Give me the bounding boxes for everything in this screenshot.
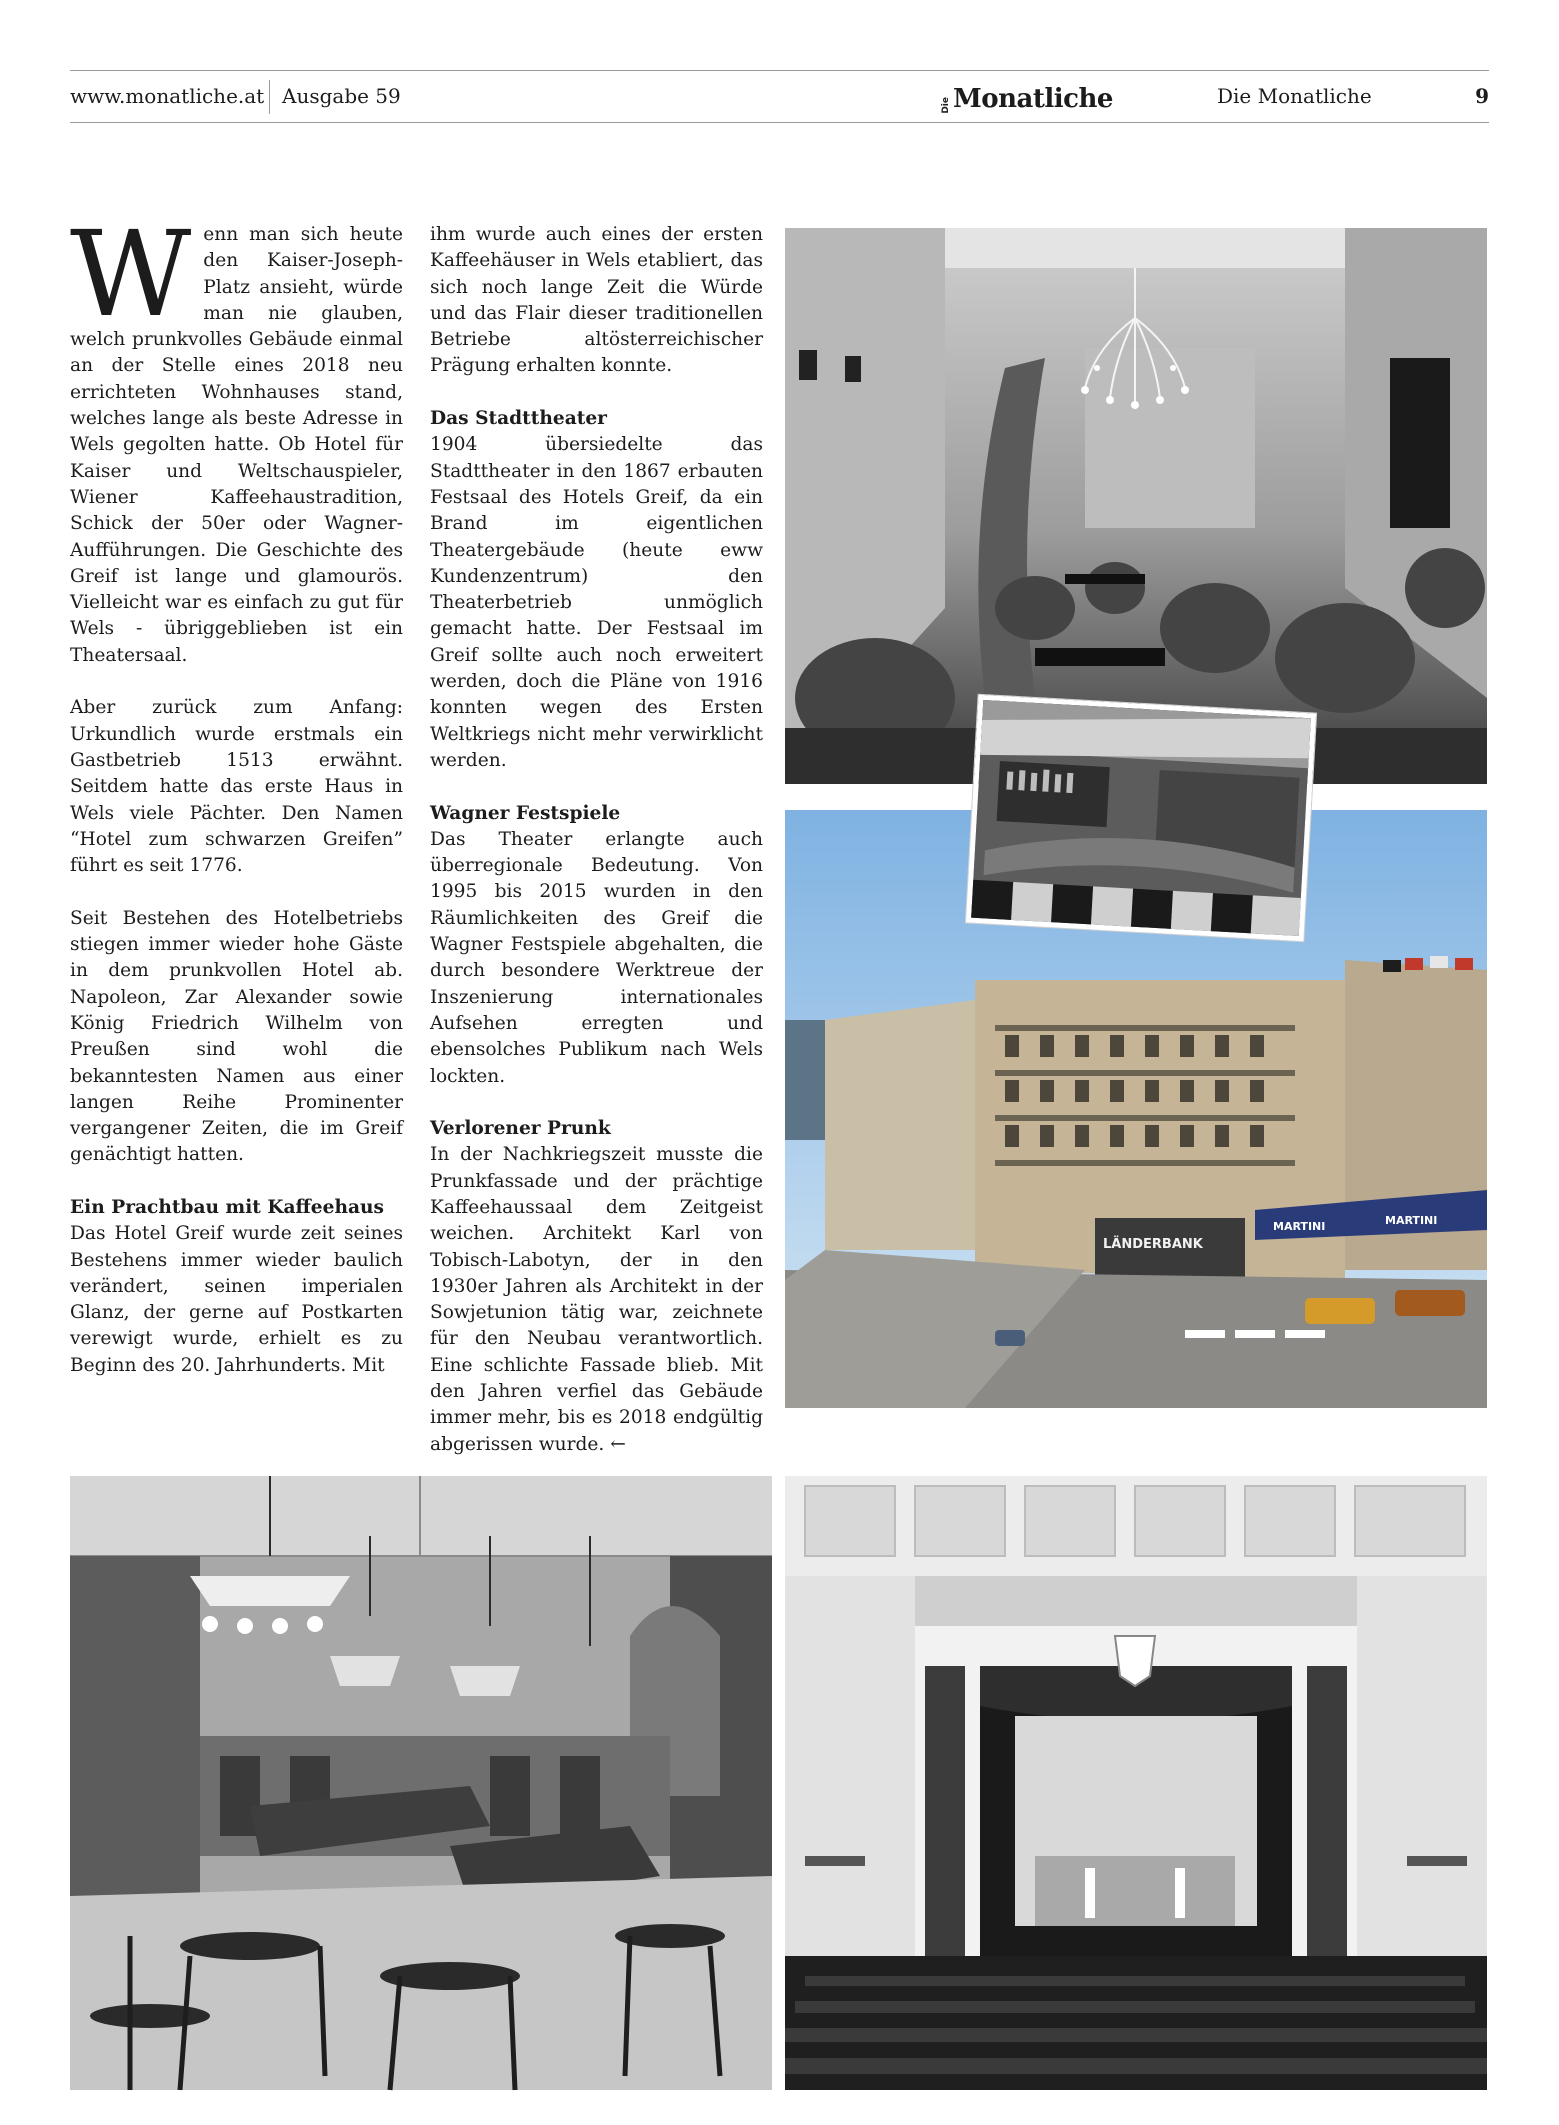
paragraph-origin: Aber zurück zum Anfang: Urkundlich wurde erstmals ein Gastbetrieb 1513 erwähnt. Seitdem hatte das erste Haus in Wels viele Pächter. Den Namen “Hotel zum schwarzen Greifen” führt es seit 1776.	[70, 697, 403, 877]
paragraph-guests: Seit Bestehen des Hotelbetriebs stiegen immer wieder hohe Gäste in dem prunkvollen Hotel ab. Napoleon, Zar Alexander sowie König Friedrich Wilhelm von Preußen sind wohl die bekanntesten Namen aus einer langen Reihe Prominenter vergangener Zeiten, die im Greif genächtigt hatten.	[70, 907, 403, 1166]
sign-martini-2: MARTINI	[1385, 1214, 1438, 1227]
paragraph-verlorener-prunk: In der Nachkriegszeit musste die Prunkfassade und der prächtige Kaffeehaussaal dem Zeitgeist weichen. Architekt Karl von Tobisch-Labotyn, der in den 1930er Jahren als Architekt in der Sowjetunion tätig war, zeichnete für den Neubau verantwortlich. Eine schlichte Fassade blieb. Mit den Jahren verfiel das Gebäude immer mehr, bis es 2018 endgültig abgerissen wurde. ←	[430, 1144, 763, 1455]
photo-billiard-cafe	[70, 1476, 772, 2090]
billiard-cafe-image	[70, 1476, 772, 2090]
paragraph-prachtbau: Das Hotel Greif wurde zeit seines Bestehens immer wieder baulich verändert, seinen imperialen Glanz, der gerne auf Postkarten verewigt wurde, erhielt es zu Beginn des 20. Jahrhunderts. Mit	[70, 1223, 403, 1376]
cafe-1950s-image	[785, 228, 1487, 784]
heading-verlorener-prunk: Verlorener Prunk	[430, 1118, 611, 1140]
heading-wagner-festspiele: Wagner Festspiele	[430, 802, 621, 824]
header-bottom-rule	[70, 122, 1489, 123]
publication-name: Die Monatliche	[1217, 84, 1372, 108]
logo-die: Die	[941, 97, 951, 114]
column-2-inner	[430, 222, 763, 1458]
sign-laenderbank: LÄNDERBANK	[1103, 1237, 1203, 1252]
heading-prachtbau: Ein Prachtbau mit Kaffeehaus	[70, 1196, 385, 1218]
logo-name: Monatliche	[953, 84, 1113, 114]
intro-paragraph	[70, 205, 403, 669]
page-number: 9	[1475, 84, 1489, 108]
heading-stadttheater: Das Stadttheater	[430, 408, 607, 430]
photo-cafe-1950s	[785, 228, 1487, 784]
paragraph-prachtbau-continued: ihm wurde auch eines der ersten Kaffeehäuser in Wels etabliert, das sich noch lange Zeit die Würde und das Flair dieser traditionellen Betriebe altösterreichischer Prägung erhalten konnte.	[430, 224, 763, 377]
drop-cap: W	[70, 205, 192, 343]
paragraph-stadttheater: 1904 übersiedelte das Stadttheater in den 1867 erbauten Festsaal des Hotels Greif, da ein Brand im eigentlichen Theatergebäude (heute eww Kundenzentrum) den Theaterbetrieb unmöglich gemacht hatte. Der Festsaal im Greif sollte auch noch erweitert werden, doch die Pläne von 1916 konnten wegen des Ersten Weltkriegs nicht mehr verwirklicht werden.	[430, 434, 763, 771]
masthead-logo	[942, 80, 1113, 114]
intro-text: enn man sich heute den Kaiser-Joseph-Platz ansieht, würde man nie glauben, welch prunkvolles Gebäude einmal an der Stelle eines 2018 neu errichteten Wohnhauses stand, welches lange als beste Adresse in Wels gegolten hatte. Ob Hotel für Kaiser und Weltschauspieler, Wiener Kaffeehaustradition, Schick der 50er oder Wagner-Aufführungen. Die Geschichte des Greif ist lange und glamourös. Vielleicht war es einfach zu gut für Wels - übriggeblieben ist ein Theatersaal.	[70, 224, 403, 666]
bar-inset-image	[971, 700, 1311, 936]
paragraph-wagner-festspiele: Das Theater erlangte auch überregionale Bedeutung. Von 1995 bis 2015 wurden in den Räumlichkeiten des Greif die Wagner Festspiele abgehalten, die durch besondere Werktreue der Inszenierung internationales Aufsehen erregten und ebensolches Publikum nach Wels lockten.	[430, 828, 763, 1087]
page-header	[70, 80, 1489, 114]
photo-bar-inset	[966, 695, 1316, 942]
article-column-2-content	[430, 222, 763, 1455]
theatre-hall-image	[785, 1476, 1487, 2090]
sign-martini-1: MARTINI	[1273, 1220, 1326, 1233]
header-separator	[269, 80, 270, 114]
article-column-1	[70, 205, 403, 1405]
header-top-rule	[70, 70, 1489, 71]
website-url[interactable]: www.monatliche.at	[70, 84, 265, 108]
issue-number: Ausgabe 59	[282, 84, 401, 108]
photo-theatre-hall	[785, 1476, 1487, 2090]
